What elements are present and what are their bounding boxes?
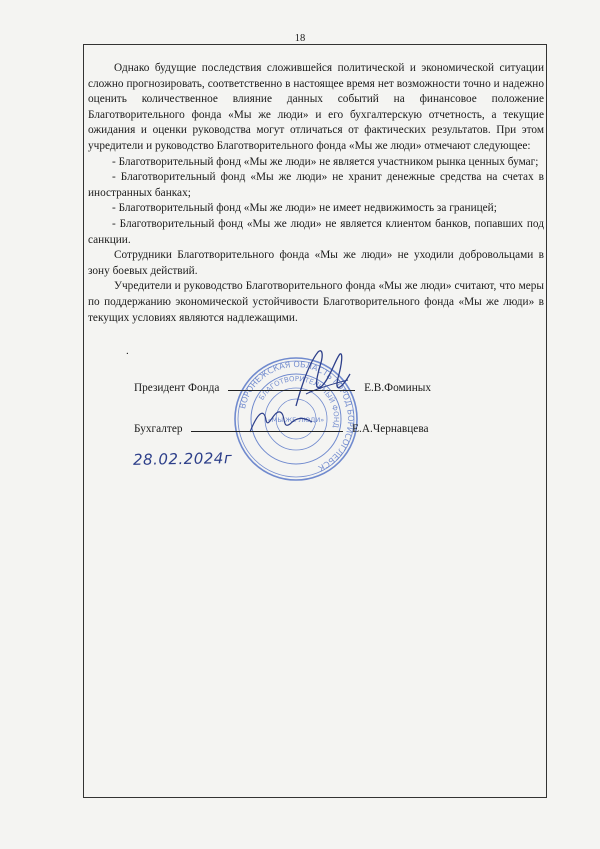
bullet-item: - Благотворительный фонд «Мы же люди» не является участником рынка ценных бумаг; — [112, 155, 539, 168]
president-name: Е.В.Фоминых — [364, 382, 431, 394]
signature-line — [228, 390, 355, 391]
signature-line — [191, 431, 343, 432]
seal-center-text: «МЫ ЖЕ ЛЮДИ» — [267, 416, 325, 424]
paragraph: Сотрудники Благотворительного фонда «Мы же люди» не уходили добровольцами в зону боевых действий. — [88, 249, 544, 277]
stray-dot: . — [126, 345, 129, 357]
accountant-signature-row — [134, 423, 429, 435]
bullet-item: - Благотворительный фонд «Мы же люди» не хранит денежные средства на счетах в иностранных банках; — [88, 171, 544, 199]
seal-outer-text: ВОРОНЕЖСКАЯ ОБЛАСТЬ ГОРОД БОРИСОГЛЕБСК — [237, 358, 357, 474]
paragraph: Учредители и руководство Благотворительного фонда «Мы же люди» считают, что меры по поддержанию экономической устойчивости Благотворительного фонда «Мы же люди» в текущих условиях являются надлежащими. — [88, 280, 544, 324]
accountant-title: Бухгалтер — [134, 423, 183, 435]
bullet-item: - Благотворительный фонд «Мы же люди» не является клиентом банков, попавших под санкции. — [88, 217, 544, 246]
paragraph: Однако будущие последствия сложившейся политической и экономической ситуации сложно прогнозировать, соответственно в настоящее время нет возможности точно и надежно оценить количественное влияние данных событий на финансовое положение Благотворительного фонда «Мы же люди» и его бухгалтерскую отчетность, а текущие ожидания и оценки руководства могут отличаться от фактических результатов. При этом учредители и руководство Благотворительного фонда «Мы же люди» отмечают следующее: — [88, 62, 544, 152]
bullet-item: - Благотворительный фонд «Мы же люди» не имеет недвижимость за границей; — [112, 202, 497, 215]
seal-inner-text: БЛАГОТВОРИТЕЛЬНЫЙ ФОНД — [257, 374, 341, 429]
page-number: 18 — [294, 33, 306, 44]
president-signature-row — [134, 382, 431, 394]
handwritten-date: 28.02.2024г — [132, 449, 233, 469]
president-title: Президент Фонда — [134, 382, 220, 394]
body-text — [88, 61, 544, 326]
accountant-signature — [246, 402, 316, 442]
accountant-name: Е.А.Чернавцева — [352, 423, 429, 435]
